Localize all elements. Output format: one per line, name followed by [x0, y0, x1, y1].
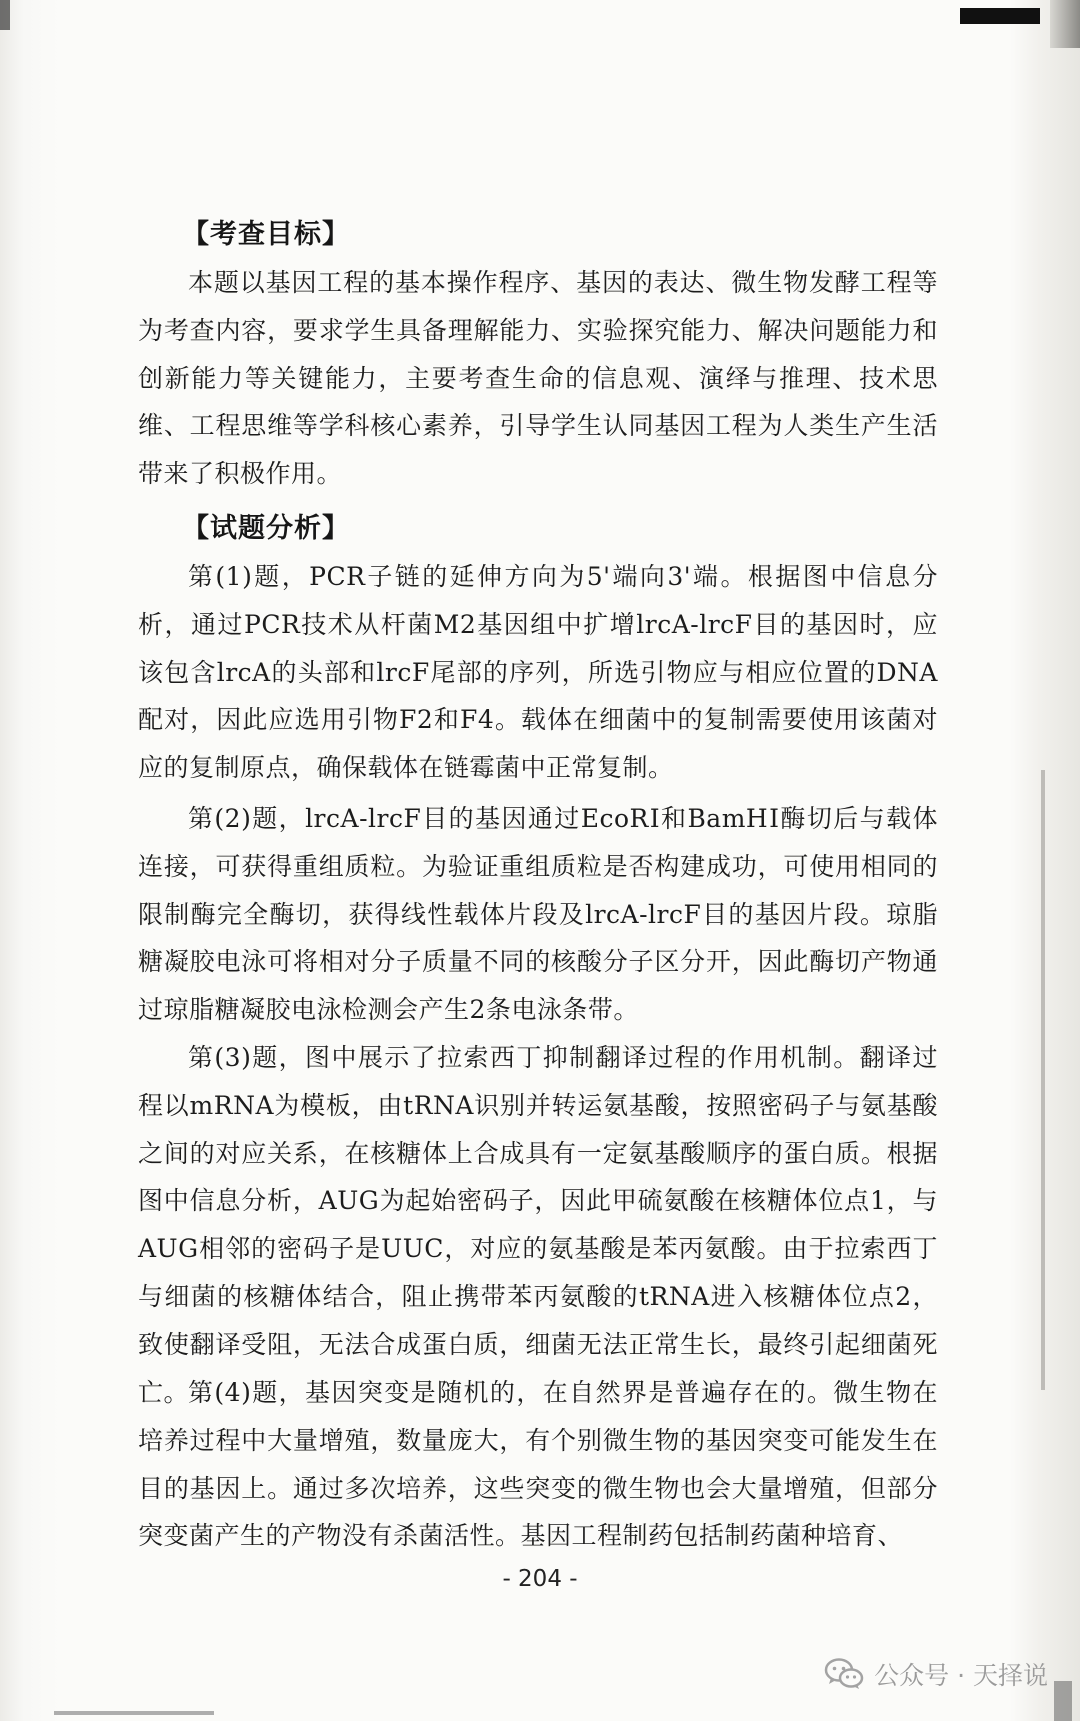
page-number: - 204 -: [502, 1566, 578, 1592]
watermark-text: 公众号 · 天择说: [874, 1661, 1048, 1690]
analysis-paragraph-3: 第(3)题，图中展示了拉索西丁抑制翻译过程的作用机制。翻译过程以mRNA为模板，由tRNA识别并转运氨基酸，按照密码子与氨基酸之间的对应关系，在核糖体上合成具有一定氨基酸顺序的蛋白质。根据图中信息分析，AUG为起始密码子，因此甲硫氨酸在核糖体位点1，与AUG相邻的密码子是UUC，对应的氨基酸是苯丙氨酸。由于拉索西丁与细菌的核糖体结合，阻止携带苯丙氨酸的tRNA进入核糖体位点2，致使翻译受阻，无法合成蛋白质，细菌无法正常生长，最终引起细菌死亡。: [138, 1043, 938, 1407]
analysis-paragraph-1: 第(1)题，PCR子链的延伸方向为5'端向3'端。根据图中信息分析，通过PCR技术从杆菌M2基因组中扩增lrcA-lrcF目的基因时，应该包含lrcA的头部和lrcF尾部的序列，所选引物应与相应位置的DNA配对，因此应选用引物F2和F4。载体在细菌中的复制需要使用该菌对应的复制原点，确保载体在链霉菌中正常复制。: [138, 562, 938, 783]
section-title-objective: 【考查目标】: [182, 219, 350, 250]
scan-edge-shadow: [1050, 0, 1080, 48]
scan-edge-line: [54, 1711, 214, 1715]
scan-edge-mark: [960, 8, 1040, 24]
watermark: [824, 1652, 1048, 1696]
scan-edge-shadow: [0, 0, 10, 30]
wechat-icon: [824, 1657, 864, 1691]
scan-edge-shadow: [1054, 1681, 1072, 1721]
analysis-paragraph-2: 第(2)题，lrcA-lrcF目的基因通过EcoRⅠ和BamHⅠ酶切后与载体连接，可获得重组质粒。为验证重组质粒是否构建成功，可使用相同的限制酶完全酶切，获得线性载体片段及lrcA-lrcF目的基因片段。琼脂糖凝胶电泳可将相对分子质量不同的核酸分子区分开，因此酶切产物通过琼脂糖凝胶电泳检测会产生2条电泳条带。: [138, 804, 938, 1025]
section-title-analysis: 【试题分析】: [182, 513, 350, 544]
analysis-paragraph-4: 第(4)题，基因突变是随机的，在自然界是普遍存在的。微生物在培养过程中大量增殖，数量庞大，有个别微生物的基因突变可能发生在目的基因上。通过多次培养，这些突变的微生物也会大量增殖，但部分突变菌产生的产物没有杀菌活性。基因工程制药包括制药菌种培育、: [138, 1378, 938, 1551]
objective-paragraph: 本题以基因工程的基本操作程序、基因的表达、微生物发酵工程等为考查内容，要求学生具备理解能力、实验探究能力、解决问题能力和创新能力等关键能力，主要考查生命的信息观、演绎与推理、技术思维、工程思维等学科核心素养，引导学生认同基因工程为人类生产生活带来了积极作用。: [138, 268, 938, 489]
scan-edge-line: [1041, 770, 1045, 1390]
